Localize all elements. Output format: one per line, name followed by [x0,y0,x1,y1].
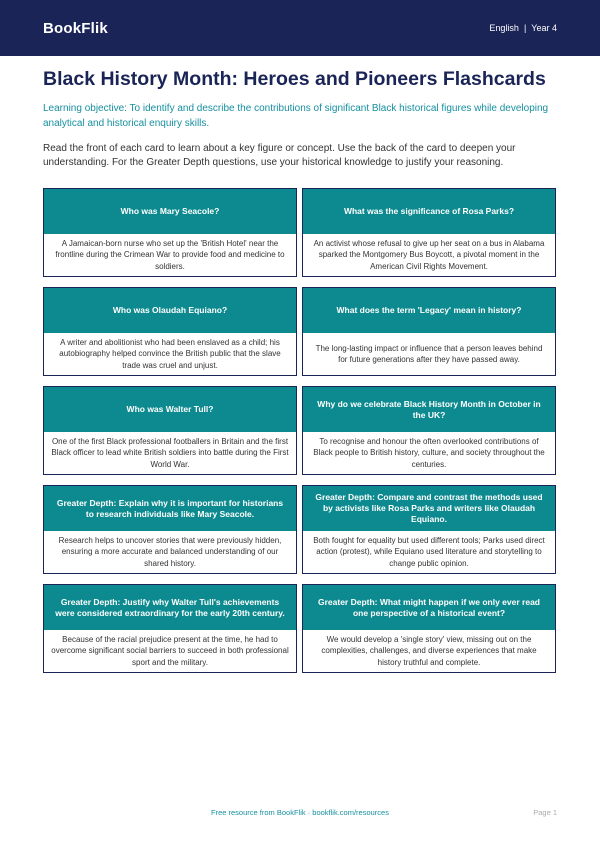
card-front-question: Why do we celebrate Black History Month in October in the UK? [303,387,555,432]
card-back-answer: One of the first Black professional footballers in Britain and the first Black officer to lead white British soldiers into battle during the First World War. [51,437,289,469]
card-back-answer: Both fought for equality but used different tools; Parks used direct action (protest), while Equiano used literature and storytelling to change public opinion. [313,536,545,568]
subject-label: English [489,23,519,33]
card-back-answer: An activist whose refusal to give up her seat on a bus in Alabama sparked the Montgomery Bus Boycott, a pivotal moment in the American Civil Rights Movement. [313,239,545,271]
flashcard[interactable] [302,188,556,277]
page-footer [0,808,600,820]
card-front-question: Who was Mary Seacole? [44,189,296,234]
meta-separator: | [523,23,527,33]
header-meta [489,23,557,33]
flashcard[interactable] [43,584,297,673]
page-title: Black History Month: Heroes and Pioneers Flashcards [43,68,546,90]
flashcard[interactable] [302,485,556,574]
card-front-question: Greater Depth: What might happen if we only ever read one perspective of a historical event? [303,585,555,630]
brand-logo[interactable]: BookFlik [43,19,108,37]
card-front-question: Greater Depth: Compare and contrast the methods used by activists like Rosa Parks and writers like Olaudah Equiano. [303,486,555,531]
card-back-answer: Research helps to uncover stories that were previously hidden, ensuring a more accurate and balanced understanding of our shared history. [58,536,282,568]
flashcard[interactable] [43,485,297,574]
card-back-answer: A Jamaican-born nurse who set up the 'British Hotel' near the frontline during the Crimean War to provide food and medicine to soldiers. [55,239,285,271]
year-label: Year 4 [531,23,557,33]
card-front-question: Greater Depth: Explain why it is important for historians to research individuals like Mary Seacole. [44,486,296,531]
card-front-question: What does the term 'Legacy' mean in history? [303,288,555,333]
card-front-question: Who was Olaudah Equiano? [44,288,296,333]
flashcard[interactable] [43,287,297,376]
flashcard[interactable] [302,584,556,673]
flashcard[interactable] [43,188,297,277]
card-back-answer: The long-lasting impact or influence that a person leaves behind for future generations after they have passed away. [315,343,543,365]
card-back-answer: A writer and abolitionist who had been enslaved as a child; his autobiography helped convince the British public that the slave trade was cruel and unjust. [59,338,281,370]
card-back-answer: To recognise and honour the often overlooked contributions of Black people to British history, culture, and society throughout the centuries. [313,437,545,469]
footer-resource-link[interactable]: Free resource from BookFlik · bookflik.com/resources [211,808,389,817]
site-header [0,0,600,56]
page-number: Page 1 [533,808,557,817]
card-front-question: What was the significance of Rosa Parks? [303,189,555,234]
instructions: Read the front of each card to learn about a key figure or concept. Use the back of the card to deepen your understanding. For the Greater Depth questions, use your historical knowledge to justify your reasoning. [43,142,516,168]
learning-objective: Learning objective: To identify and describe the contributions of significant Black historical figures while developing analytical and historical enquiry skills. [43,103,549,129]
card-front-question: Who was Walter Tull? [44,387,296,432]
flashcard[interactable] [302,386,556,475]
flashcard-grid [43,188,557,673]
flashcard[interactable] [43,386,297,475]
card-back-answer: We would develop a 'single story' view, missing out on the complexities, challenges, and diverse experiences that make history truthful and complete. [321,635,537,667]
card-back-answer: Because of the racial prejudice present at the time, he had to overcome significant social barriers to succeed in both professional sport and the military. [51,635,289,667]
flashcard[interactable] [302,287,556,376]
card-front-question: Greater Depth: Justify why Walter Tull's achievements were considered extraordinary for the early 20th century. [44,585,296,630]
main-content [0,68,600,673]
